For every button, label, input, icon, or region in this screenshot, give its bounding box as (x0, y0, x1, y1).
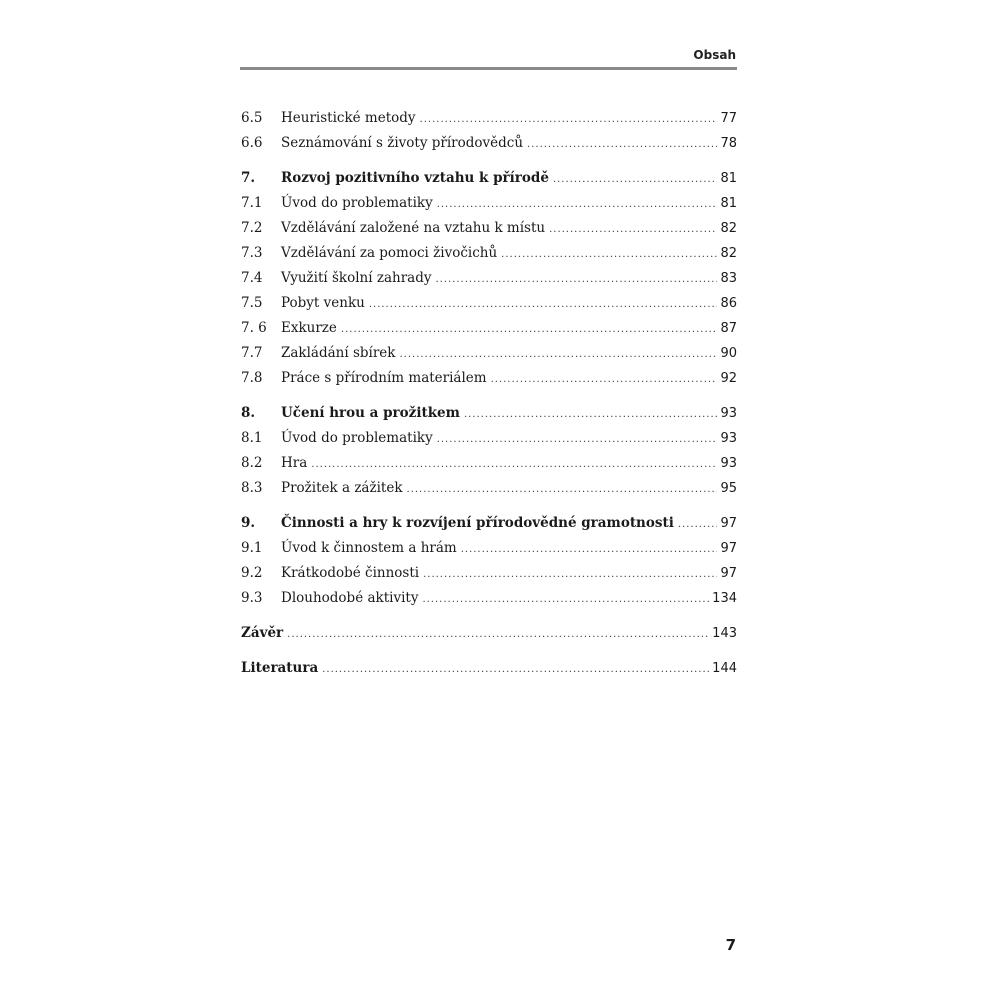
toc-entry-number: 9. (241, 515, 256, 531)
toc-entry-number: 8. (241, 405, 256, 421)
toc-dot-leader (527, 132, 717, 157)
toc-group-gap (241, 501, 737, 511)
toc-entry-number: 9.3 (241, 590, 263, 606)
toc-chapter-entry[interactable] (241, 511, 737, 536)
toc-entry-number: 8.2 (241, 455, 263, 471)
toc-entry[interactable] (241, 266, 737, 291)
toc-entry[interactable] (241, 341, 737, 366)
toc-entry-page: 134 (712, 591, 737, 606)
toc-dot-leader (322, 657, 709, 682)
toc-entry-page: 92 (720, 371, 737, 386)
toc-entry-number: 7.8 (241, 370, 263, 386)
toc-entry-number: 9.1 (241, 540, 263, 556)
toc-entry[interactable] (241, 106, 737, 131)
toc-entry[interactable] (241, 316, 737, 341)
table-of-contents (241, 106, 737, 681)
toc-entry-title: Využití školní zahrady (281, 270, 432, 286)
toc-entry-number: 7.3 (241, 245, 263, 261)
toc-entry-title: Úvod do problematiky (281, 430, 433, 446)
toc-dot-leader (287, 622, 709, 647)
toc-entry[interactable] (241, 191, 737, 216)
toc-entry-title: Prožitek a zážitek (281, 480, 403, 496)
toc-entry-number: 9.2 (241, 565, 263, 581)
toc-entry-title: Zakládání sbírek (281, 345, 396, 361)
toc-entry-page: 81 (720, 196, 737, 211)
toc-entry-title: Pobyt venku (281, 295, 365, 311)
toc-entry-number: 7.2 (241, 220, 263, 236)
toc-entry-number: 7.5 (241, 295, 263, 311)
toc-dot-leader (491, 367, 718, 392)
toc-entry[interactable] (241, 561, 737, 586)
toc-group-gap (241, 156, 737, 166)
toc-dot-leader (678, 512, 718, 537)
toc-entry-page: 93 (720, 456, 737, 471)
toc-entry-number: 8.1 (241, 430, 263, 446)
toc-dot-leader (341, 317, 718, 342)
toc-entry-title: Rozvoj pozitivního vztahu k přírodě (281, 170, 549, 186)
toc-entry-page: 87 (720, 321, 737, 336)
toc-entry-page: 78 (720, 136, 737, 151)
page-number: 7 (725, 936, 736, 954)
toc-entry-title: Seznámování s životy přírodovědců (281, 135, 524, 151)
toc-entry-title: Dlouhodobé aktivity (281, 590, 419, 606)
toc-chapter-entry[interactable] (241, 401, 737, 426)
toc-entry-page: 97 (720, 566, 737, 581)
toc-entry-number: 7.4 (241, 270, 263, 286)
toc-entry[interactable] (241, 366, 737, 391)
toc-entry-title: Literatura (241, 660, 319, 676)
toc-entry-title: Učení hrou a prožitkem (281, 405, 460, 421)
toc-entry-page: 81 (720, 171, 737, 186)
toc-entry-page: 90 (720, 346, 737, 361)
toc-entry-page: 83 (720, 271, 737, 286)
toc-entry-page: 93 (720, 406, 737, 421)
toc-top-entry[interactable] (241, 621, 737, 646)
toc-entry[interactable] (241, 241, 737, 266)
toc-entry[interactable] (241, 536, 737, 561)
toc-entry-page: 95 (720, 481, 737, 496)
toc-entry-title: Heuristické metody (281, 110, 416, 126)
toc-entry-page: 93 (720, 431, 737, 446)
toc-entry-title: Činnosti a hry k rozvíjení přírodovědné gramotnosti (281, 515, 674, 531)
toc-dot-leader (437, 427, 718, 452)
toc-dot-leader (435, 267, 717, 292)
toc-dot-leader (464, 402, 718, 427)
toc-entry-number: 7. (241, 170, 256, 186)
toc-entry-page: 144 (712, 661, 737, 676)
toc-chapter-entry[interactable] (241, 166, 737, 191)
toc-entry[interactable] (241, 131, 737, 156)
toc-dot-leader (399, 342, 717, 367)
toc-entry-title: Krátkodobé činnosti (281, 565, 420, 581)
toc-dot-leader (437, 192, 718, 217)
toc-top-entry[interactable] (241, 656, 737, 681)
toc-dot-leader (422, 587, 709, 612)
toc-dot-leader (461, 537, 718, 562)
toc-entry-number: 6.6 (241, 135, 263, 151)
toc-entry[interactable] (241, 586, 737, 611)
toc-entry-title: Úvod do problematiky (281, 195, 433, 211)
toc-dot-leader (369, 292, 718, 317)
toc-entry-title: Hra (281, 455, 308, 471)
toc-entry[interactable] (241, 476, 737, 501)
toc-group-gap (241, 611, 737, 621)
toc-entry-title: Vzdělávání založené na vztahu k místu (281, 220, 546, 236)
toc-entry-page: 86 (720, 296, 737, 311)
header-rule (240, 67, 737, 70)
toc-dot-leader (501, 242, 717, 267)
toc-entry[interactable] (241, 291, 737, 316)
toc-group-gap (241, 391, 737, 401)
toc-entry-number: 6.5 (241, 110, 263, 126)
toc-dot-leader (311, 452, 717, 477)
running-head: Obsah (693, 48, 736, 62)
toc-dot-leader (420, 107, 718, 132)
toc-entry-page: 82 (720, 246, 737, 261)
toc-dot-leader (423, 562, 717, 587)
toc-entry-number: 7.1 (241, 195, 263, 211)
toc-entry-title: Úvod k činnostem a hrám (281, 540, 457, 556)
toc-entry-title: Práce s přírodním materiálem (281, 370, 487, 386)
toc-dot-leader (549, 217, 717, 242)
toc-entry-page: 97 (720, 516, 737, 531)
toc-entry-title: Závěr (241, 625, 284, 641)
toc-entry[interactable] (241, 216, 737, 241)
toc-entry-number: 7.7 (241, 345, 263, 361)
toc-dot-leader (407, 477, 718, 502)
toc-entry-page: 82 (720, 221, 737, 236)
toc-entry-number: 7. 6 (241, 320, 267, 336)
toc-entry-title: Vzdělávání za pomoci živočichů (281, 245, 498, 261)
toc-entry-page: 143 (712, 626, 737, 641)
toc-dot-leader (553, 167, 718, 192)
toc-entry[interactable] (241, 426, 737, 451)
toc-group-gap (241, 646, 737, 656)
toc-entry-title: Exkurze (281, 320, 337, 336)
toc-entry-page: 97 (720, 541, 737, 556)
toc-entry-number: 8.3 (241, 480, 263, 496)
toc-entry-page: 77 (720, 111, 737, 126)
toc-entry[interactable] (241, 451, 737, 476)
